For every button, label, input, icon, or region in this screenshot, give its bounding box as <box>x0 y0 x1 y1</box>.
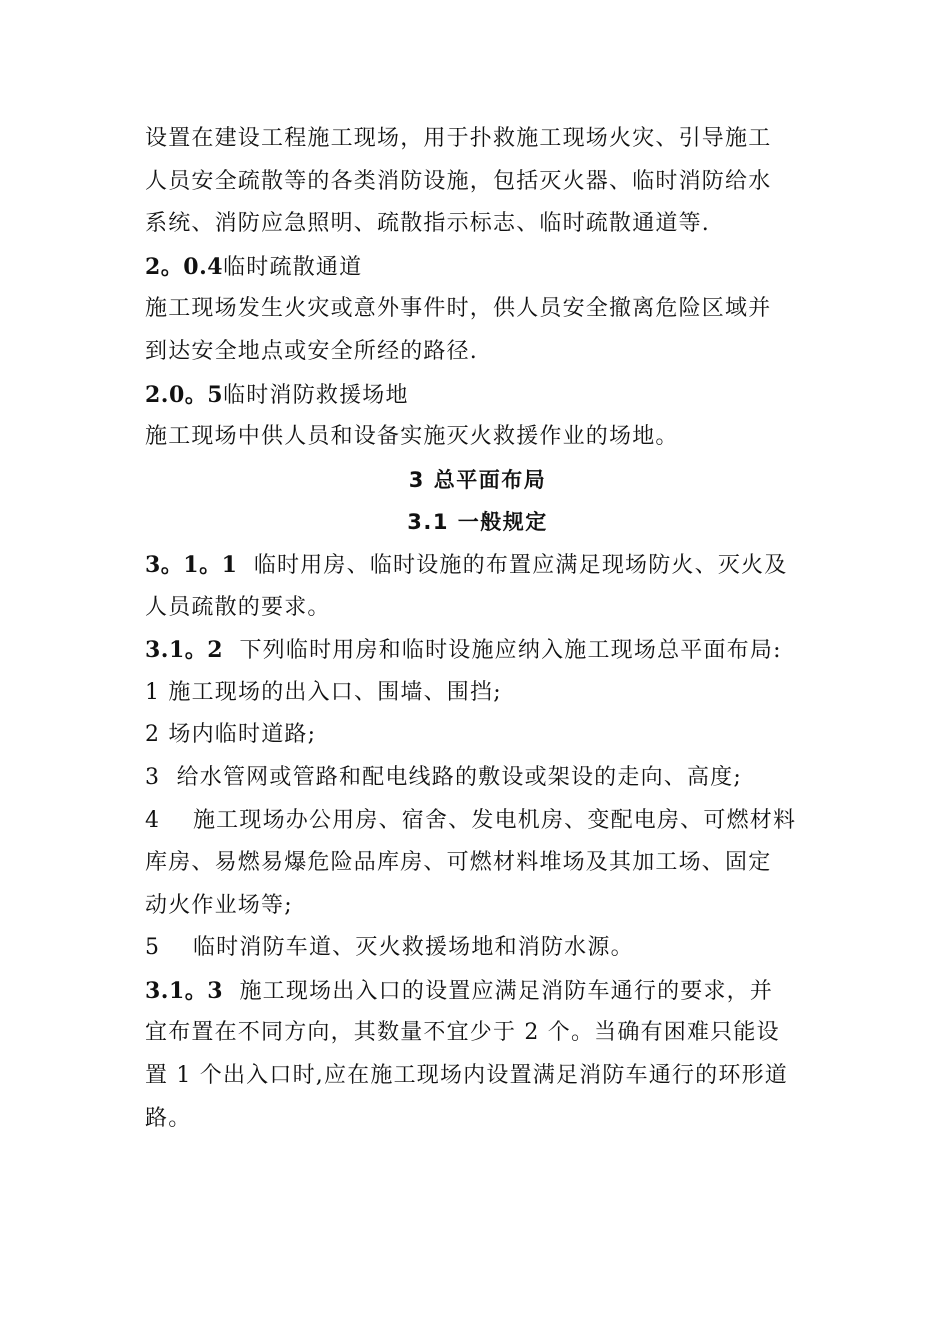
clause-3-1-2 <box>145 629 810 672</box>
body-text-line: 施工现场发生火灾或意外事件时，供人员安全撤离危险区域并 <box>145 296 772 322</box>
body-text-line: 施工现场中供人员和设备实施灭火救援作业的场地。 <box>145 424 679 450</box>
clause-text: 下列临时用房和临时设施应纳入施工现场总平面布局: <box>223 638 782 664</box>
chapter-heading: 3 总平面布局 <box>408 467 547 492</box>
clause-3-1-3 <box>145 970 810 1013</box>
clause-number: 2.0。5 <box>145 381 224 408</box>
body-text-line: 库房、易燃易爆危险品库房、可燃材料堆场及其加工场、固定 <box>145 850 772 876</box>
document-page <box>145 118 810 1140</box>
section-heading: 3.1 一般规定 <box>407 510 548 535</box>
body-text-line: 到达安全地点或安全所经的路径. <box>145 338 478 364</box>
list-item-4: 4 施工现场办公用房、宿舍、发电机房、变配电房、可燃材料 <box>145 807 797 833</box>
body-text-line: 宜布置在不同方向，其数量不宜少于 2 个。当确有困难只能设 <box>145 1020 780 1046</box>
list-item-3: 3 给水管网或管路和配电线路的敷设或架设的走向、高度; <box>145 764 742 790</box>
clause-3-1-1 <box>145 544 810 587</box>
list-item-2: 2 场内临时道路; <box>145 722 317 748</box>
list-item-1: 1 施工现场的出入口、围墙、围挡; <box>145 679 502 705</box>
body-text-line: 系统、消防应急照明、疏散指示标志、临时疏散通道等. <box>145 211 710 237</box>
clause-title: 临时消防救援场地 <box>223 382 409 408</box>
clause-number: 3.1。3 <box>145 977 224 1004</box>
clause-number: 3。1。1 <box>145 551 238 578</box>
body-text-line: 置 1 个出入口时,应在施工现场内设置满足消防车通行的环形道 <box>145 1063 788 1089</box>
clause-heading-2-0-5 <box>145 374 810 417</box>
clause-title: 临时疏散通道 <box>223 254 363 280</box>
body-text-line: 动火作业场等; <box>145 892 293 918</box>
clause-text: 临时用房、临时设施的布置应满足现场防火、灭火及 <box>237 552 788 578</box>
body-text-line: 设置在建设工程施工现场，用于扑救施工现场火灾、引导施工 <box>145 126 772 151</box>
clause-number: 3.1。2 <box>145 637 224 664</box>
body-text-line: 人员疏散的要求。 <box>145 594 331 620</box>
clause-text: 施工现场出入口的设置应满足消防车通行的要求，并 <box>223 978 774 1004</box>
body-text-line: 人员安全疏散等的各类消防设施，包括灭火器、临时消防给水 <box>145 168 772 194</box>
body-text-line: 路。 <box>145 1105 192 1131</box>
clause-number: 2。0.4 <box>145 253 224 280</box>
clause-heading-2-0-4 <box>145 246 810 289</box>
list-item-5: 5 临时消防车道、灭火救援场地和消防水源。 <box>145 935 634 961</box>
